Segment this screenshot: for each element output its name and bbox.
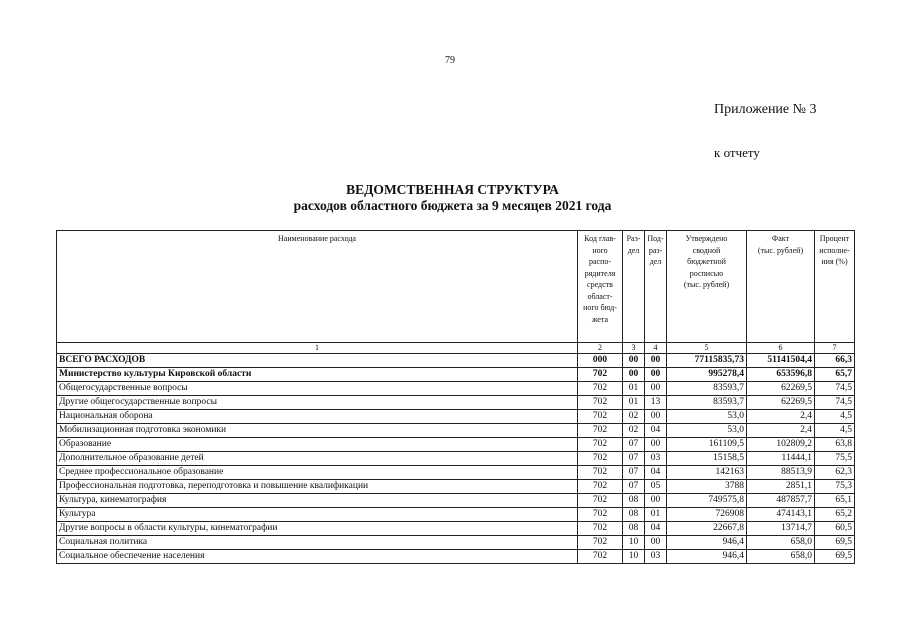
cell-fact: 11444,1 [747, 452, 815, 466]
table-row [57, 396, 855, 410]
column-number: 3 [623, 343, 645, 354]
title-line-2: расходов областного бюджета за 9 месяцев 2021 года [293, 198, 612, 213]
cell-percent: 74,5 [815, 382, 855, 396]
cell-percent: 63,8 [815, 438, 855, 452]
to-report-label: к отчету [714, 145, 760, 160]
table-body [57, 354, 855, 564]
table-row [57, 508, 855, 522]
cell-name: Культура [57, 508, 578, 522]
cell-code: 702 [578, 494, 623, 508]
header-code: Код глав- ного распо- рядителя средств област- ного бюд- жета [578, 231, 623, 343]
cell-name: Профессиональная подготовка, переподготовка и повышение квалификации [57, 480, 578, 494]
cell-code: 702 [578, 522, 623, 536]
table-row [57, 452, 855, 466]
cell-name: ВСЕГО РАСХОДОВ [57, 354, 578, 368]
cell-fact: 487857,7 [747, 494, 815, 508]
cell-fact: 62269,5 [747, 382, 815, 396]
cell-section: 10 [623, 550, 645, 564]
cell-subsection: 00 [645, 382, 667, 396]
cell-name: Социальная политика [57, 536, 578, 550]
cell-approved: 77115835,73 [667, 354, 747, 368]
annex-label: Приложение № 3 [714, 102, 817, 117]
cell-name: Мобилизационная подготовка экономики [57, 424, 578, 438]
cell-approved: 142163 [667, 466, 747, 480]
cell-approved: 726908 [667, 508, 747, 522]
cell-section: 01 [623, 382, 645, 396]
cell-subsection: 05 [645, 480, 667, 494]
header-percent: Процент исполне- ния (%) [815, 231, 855, 343]
cell-code: 702 [578, 466, 623, 480]
cell-section: 07 [623, 480, 645, 494]
cell-name: Общегосударственные вопросы [57, 382, 578, 396]
table-row [57, 354, 855, 368]
cell-section: 00 [623, 368, 645, 382]
table-row [57, 368, 855, 382]
cell-code: 702 [578, 508, 623, 522]
column-number: 4 [645, 343, 667, 354]
cell-section: 08 [623, 494, 645, 508]
cell-fact: 2851,1 [747, 480, 815, 494]
cell-percent: 65,1 [815, 494, 855, 508]
cell-name: Социальное обеспечение населения [57, 550, 578, 564]
cell-fact: 88513,9 [747, 466, 815, 480]
table-row [57, 438, 855, 452]
header-fact: Факт (тыс. рублей) [747, 231, 815, 343]
cell-fact: 2,4 [747, 424, 815, 438]
table-row [57, 424, 855, 438]
column-number: 5 [667, 343, 747, 354]
cell-section: 08 [623, 522, 645, 536]
cell-subsection: 03 [645, 452, 667, 466]
cell-fact: 62269,5 [747, 396, 815, 410]
cell-percent: 60,5 [815, 522, 855, 536]
cell-percent: 65,2 [815, 508, 855, 522]
cell-subsection: 00 [645, 368, 667, 382]
cell-section: 07 [623, 452, 645, 466]
cell-subsection: 04 [645, 522, 667, 536]
column-number: 2 [578, 343, 623, 354]
cell-name: Культура, кинематография [57, 494, 578, 508]
header-subsection: Под- раз- дел [645, 231, 667, 343]
cell-percent: 65,7 [815, 368, 855, 382]
cell-code: 702 [578, 452, 623, 466]
cell-subsection: 00 [645, 494, 667, 508]
cell-section: 08 [623, 508, 645, 522]
cell-approved: 3788 [667, 480, 747, 494]
cell-subsection: 01 [645, 508, 667, 522]
cell-subsection: 04 [645, 466, 667, 480]
table-row [57, 536, 855, 550]
cell-subsection: 04 [645, 424, 667, 438]
cell-percent: 4,5 [815, 424, 855, 438]
cell-percent: 4,5 [815, 410, 855, 424]
cell-fact: 13714,7 [747, 522, 815, 536]
cell-subsection: 00 [645, 410, 667, 424]
page-number: 79 [445, 55, 455, 66]
cell-section: 07 [623, 438, 645, 452]
cell-percent: 75,5 [815, 452, 855, 466]
cell-code: 702 [578, 550, 623, 564]
cell-code: 702 [578, 438, 623, 452]
cell-percent: 69,5 [815, 550, 855, 564]
cell-section: 01 [623, 396, 645, 410]
cell-approved: 53,0 [667, 410, 747, 424]
cell-approved: 83593,7 [667, 382, 747, 396]
cell-subsection: 00 [645, 536, 667, 550]
cell-code: 702 [578, 424, 623, 438]
table-row [57, 494, 855, 508]
cell-approved: 946,4 [667, 550, 747, 564]
cell-name: Другие вопросы в области культуры, кинематографии [57, 522, 578, 536]
cell-fact: 653596,8 [747, 368, 815, 382]
cell-approved: 995278,4 [667, 368, 747, 382]
cell-name: Образование [57, 438, 578, 452]
cell-fact: 658,0 [747, 550, 815, 564]
cell-approved: 749575,8 [667, 494, 747, 508]
cell-code: 000 [578, 354, 623, 368]
column-number: 6 [747, 343, 815, 354]
cell-name: Национальная оборона [57, 410, 578, 424]
cell-fact: 2,4 [747, 410, 815, 424]
cell-approved: 15158,5 [667, 452, 747, 466]
cell-percent: 74,5 [815, 396, 855, 410]
cell-fact: 474143,1 [747, 508, 815, 522]
cell-code: 702 [578, 410, 623, 424]
cell-subsection: 03 [645, 550, 667, 564]
header-row [57, 231, 855, 343]
budget-table [56, 230, 855, 564]
header-name: Наименование расхода [57, 231, 578, 343]
cell-percent: 69,5 [815, 536, 855, 550]
cell-percent: 75,3 [815, 480, 855, 494]
table-row [57, 550, 855, 564]
cell-code: 702 [578, 536, 623, 550]
header-approved: Утверждено сводной бюджетной росписью (тыс. рублей) [667, 231, 747, 343]
column-number: 1 [57, 343, 578, 354]
cell-name: Среднее профессиональное образование [57, 466, 578, 480]
cell-subsection: 00 [645, 354, 667, 368]
cell-approved: 22667,8 [667, 522, 747, 536]
cell-code: 702 [578, 368, 623, 382]
cell-name: Другие общегосударственные вопросы [57, 396, 578, 410]
column-number: 7 [815, 343, 855, 354]
cell-approved: 83593,7 [667, 396, 747, 410]
cell-approved: 161109,5 [667, 438, 747, 452]
cell-subsection: 13 [645, 396, 667, 410]
cell-section: 07 [623, 466, 645, 480]
cell-percent: 62,3 [815, 466, 855, 480]
cell-fact: 51141504,4 [747, 354, 815, 368]
cell-name: Министерство культуры Кировской области [57, 368, 578, 382]
document-title [0, 182, 905, 214]
cell-code: 702 [578, 382, 623, 396]
table-row [57, 522, 855, 536]
table-row [57, 382, 855, 396]
column-number-row [57, 343, 855, 354]
cell-fact: 658,0 [747, 536, 815, 550]
title-line-1: ВЕДОМСТВЕННАЯ СТРУКТУРА [346, 182, 559, 197]
cell-section: 02 [623, 410, 645, 424]
cell-section: 00 [623, 354, 645, 368]
cell-section: 10 [623, 536, 645, 550]
table-row [57, 480, 855, 494]
cell-approved: 946,4 [667, 536, 747, 550]
table-row [57, 410, 855, 424]
table-row [57, 466, 855, 480]
cell-percent: 66,3 [815, 354, 855, 368]
cell-name: Дополнительное образование детей [57, 452, 578, 466]
cell-code: 702 [578, 480, 623, 494]
cell-code: 702 [578, 396, 623, 410]
cell-approved: 53,0 [667, 424, 747, 438]
cell-subsection: 00 [645, 438, 667, 452]
cell-fact: 102809,2 [747, 438, 815, 452]
header-section: Раз- дел [623, 231, 645, 343]
cell-section: 02 [623, 424, 645, 438]
